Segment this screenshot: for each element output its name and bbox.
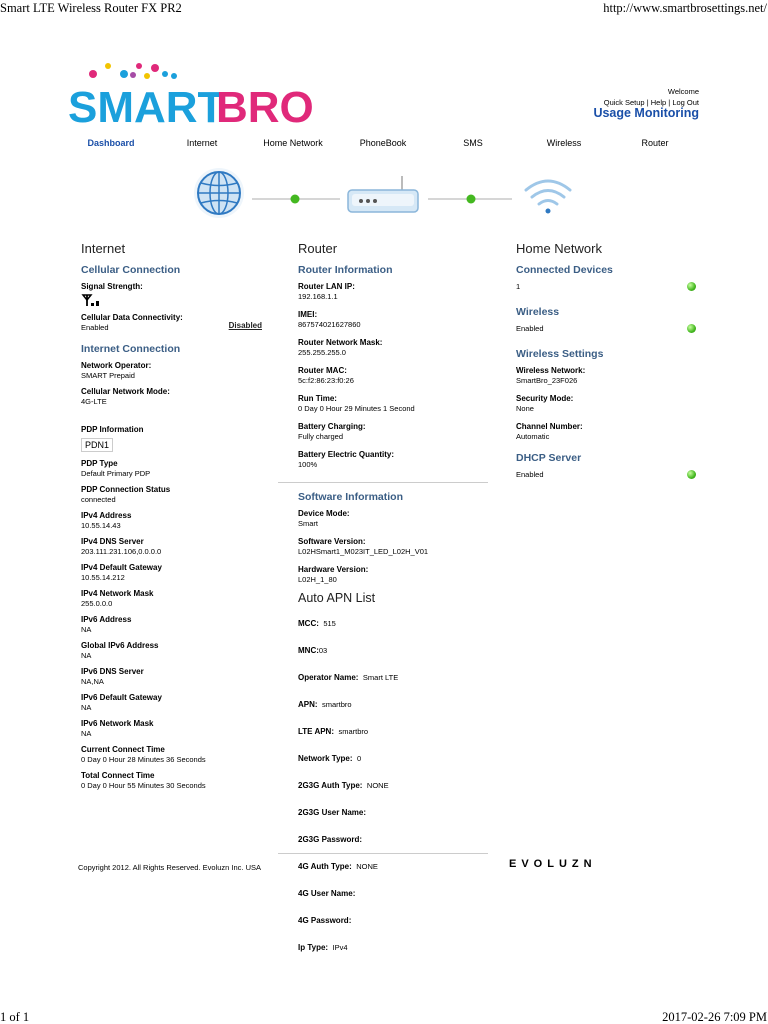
wireless-network-field — [516, 366, 700, 386]
router-mac-field — [298, 366, 490, 386]
nav-home-network[interactable]: Home Network — [263, 138, 323, 148]
dhcp-server-value: Enabled — [516, 470, 544, 479]
field-label: LTE APN: — [298, 727, 334, 736]
field-label: 2G3G Password: — [298, 835, 363, 844]
field-label: Network Type: — [298, 754, 353, 763]
field-label: Cellular Network Mode: — [81, 387, 170, 396]
ipv4-gateway-field — [81, 563, 266, 583]
internet-connection-title: Internet Connection — [81, 343, 181, 355]
total-connect-time-field — [81, 771, 266, 791]
mnc-field — [298, 640, 490, 658]
lte-apn-field — [298, 721, 490, 739]
connection-diagram — [190, 168, 580, 230]
field-value: smartbro — [322, 700, 352, 709]
ipv4-address-field — [81, 511, 266, 531]
copyright-text: Copyright 2012. All Rights Reserved. Evoluzn Inc. USA — [78, 863, 262, 872]
field-value: Default Primary PDP — [81, 469, 151, 478]
field-label: Global IPv6 Address — [81, 641, 159, 650]
field-label: IPv6 DNS Server — [81, 667, 144, 676]
field-value: 515 — [323, 619, 336, 628]
connected-devices-value: 1 — [516, 282, 521, 291]
pdp-field-list — [81, 459, 266, 791]
field-label: Router MAC: — [298, 366, 347, 375]
data-connectivity-label: Cellular Data Connectivity: — [81, 313, 183, 322]
field-label: Wireless Network: — [516, 366, 586, 375]
internet-column — [81, 241, 266, 797]
field-label: IPv6 Default Gateway — [81, 693, 162, 702]
field-value: 0 Day 0 Hour 29 Minutes 1 Second — [298, 404, 415, 413]
status-dot-icon — [687, 324, 696, 333]
print-url: http://www.smartbrosettings.net/ — [603, 1, 767, 15]
signal-strength-field — [81, 282, 266, 307]
field-label: Channel Number: — [516, 422, 583, 431]
field-label: Network Operator: — [81, 361, 152, 370]
data-connectivity-value: Enabled — [81, 323, 109, 332]
field-label: 4G Password: — [298, 916, 352, 925]
field-value: 255.255.255.0 — [298, 348, 346, 357]
dhcp-server-title: DHCP Server — [516, 452, 582, 464]
field-value: SMART Prepaid — [81, 371, 135, 380]
field-label: IPv4 Network Mask — [81, 589, 154, 598]
current-connect-time-field — [81, 745, 266, 765]
network-type-field — [298, 748, 490, 766]
status-dot-icon — [687, 470, 696, 479]
field-label: 4G Auth Type: — [298, 862, 352, 871]
software-version-field — [298, 537, 490, 557]
field-label: Total Connect Time — [81, 771, 155, 780]
status-dot-icon — [467, 195, 476, 204]
cellular-connection-title: Cellular Connection — [81, 264, 181, 276]
field-label: IPv6 Address — [81, 615, 132, 624]
field-value: NA,NA — [81, 677, 104, 686]
4g-user-name-field — [298, 883, 490, 901]
print-page-number: 1 of 1 — [0, 1010, 30, 1024]
software-information-title: Software Information — [298, 491, 404, 503]
wifi-icon — [526, 181, 570, 214]
field-value: SmartBro_23F026 — [516, 376, 578, 385]
field-value: 0 Day 0 Hour 55 Minutes 30 Seconds — [81, 781, 206, 790]
field-value: Automatic — [516, 432, 550, 441]
nav-wireless[interactable]: Wireless — [546, 138, 582, 148]
dhcp-server-field — [516, 470, 700, 480]
field-label: Battery Electric Quantity: — [298, 450, 395, 459]
home-network-title: Home Network — [516, 241, 602, 256]
section-divider — [278, 853, 488, 854]
router-lan-ip-field — [298, 282, 490, 302]
field-label: Run Time: — [298, 394, 337, 403]
field-value: NONE — [356, 862, 378, 871]
status-dot-icon — [687, 282, 696, 291]
field-value: 255.0.0.0 — [81, 599, 113, 608]
wireless-status-field — [516, 324, 700, 334]
top-links — [604, 86, 699, 108]
pdp-status-field — [81, 485, 266, 505]
smartbro-logo — [68, 62, 312, 128]
device-mode-field — [298, 509, 490, 529]
apn-field — [298, 694, 490, 712]
2g3g-user-name-field — [298, 802, 490, 820]
security-mode-field — [516, 394, 700, 414]
print-header — [0, 1, 768, 17]
field-label: MNC: — [298, 646, 319, 655]
field-label: PDP Connection Status — [81, 485, 171, 494]
field-label: 4G User Name: — [298, 889, 356, 898]
data-connectivity-toggle[interactable]: Disabled — [228, 321, 262, 330]
pdp-type-field — [81, 459, 266, 479]
field-label: Router LAN IP: — [298, 282, 355, 291]
ipv6-dns-field — [81, 667, 266, 687]
field-label: Device Mode: — [298, 509, 350, 518]
wireless-settings-title: Wireless Settings — [516, 348, 604, 360]
nav-sms[interactable]: SMS — [463, 138, 483, 148]
pdp-select[interactable]: PDN1 — [81, 438, 113, 452]
field-value: L02HSmart1_M023IT_LED_L02H_V01 — [298, 547, 429, 556]
router-mask-field — [298, 338, 490, 358]
home-network-column — [516, 241, 700, 486]
wireless-title: Wireless — [516, 306, 560, 318]
router-column — [298, 241, 490, 964]
field-label: IMEI: — [298, 310, 318, 319]
field-value: 5c:f2:86:23:f0:26 — [298, 376, 354, 385]
field-value: 0 — [356, 754, 362, 763]
2g3g-password-field — [298, 829, 490, 847]
field-value: IPv4 — [332, 943, 348, 952]
field-label: IPv4 Default Gateway — [81, 563, 162, 572]
field-value: smartbro — [338, 727, 369, 736]
nav-phonebook[interactable]: PhoneBook — [359, 138, 407, 148]
imei-field — [298, 310, 490, 330]
run-time-field — [298, 394, 490, 414]
logo-text-bro: BRO — [216, 83, 312, 128]
field-label: APN: — [298, 700, 318, 709]
operator-name-field — [298, 667, 490, 685]
wireless-status-value: Enabled — [516, 324, 544, 333]
field-value: NA — [81, 729, 92, 738]
ipv6-mask-field — [81, 719, 266, 739]
help-link[interactable]: Help — [650, 98, 667, 107]
router-information-title: Router Information — [298, 264, 393, 276]
field-value: L02H_1_80 — [298, 575, 337, 584]
internet-title: Internet — [81, 241, 126, 256]
field-value: 0 Day 0 Hour 28 Minutes 36 Seconds — [81, 755, 206, 764]
link-separator: | — [646, 98, 649, 107]
field-label: Software Version: — [298, 537, 366, 546]
field-value: 203.111.231.106,0.0.0.0 — [81, 547, 162, 556]
mcc-field — [298, 613, 490, 631]
hardware-version-field — [298, 565, 490, 585]
field-value: NONE — [366, 781, 389, 790]
field-value: Smart LTE — [362, 673, 399, 682]
logout-link[interactable]: Log Out — [672, 98, 699, 107]
field-value: 867574021627860 — [298, 320, 361, 329]
router-title: Router — [298, 241, 338, 256]
evoluzn-brand: EVOLUZN — [509, 858, 597, 870]
field-label: Battery Charging: — [298, 422, 366, 431]
field-label: Security Mode: — [516, 394, 574, 403]
field-label: 2G3G User Name: — [298, 808, 367, 817]
network-mode-field — [81, 387, 266, 407]
field-label: Operator Name: — [298, 673, 359, 682]
field-value: connected — [81, 495, 116, 504]
ipv6-gateway-field — [81, 693, 266, 713]
field-label: IPv6 Network Mask — [81, 719, 154, 728]
auto-apn-title: Auto APN List — [298, 591, 376, 605]
main-nav — [0, 138, 768, 152]
channel-number-field — [516, 422, 700, 442]
network-operator-field — [81, 361, 266, 381]
field-value: NA — [81, 703, 92, 712]
field-value: 192.168.1.1 — [298, 292, 338, 301]
connected-devices-title: Connected Devices — [516, 264, 613, 276]
print-datetime: 2017-02-26 7:09 PM — [662, 1010, 767, 1024]
4g-auth-type-field — [298, 856, 490, 874]
data-connectivity-field — [81, 313, 266, 333]
nav-internet[interactable]: Internet — [186, 138, 218, 148]
field-value: 03 — [318, 646, 328, 655]
field-label: PDP Type — [81, 459, 118, 468]
quick-setup-link[interactable]: Quick Setup — [603, 98, 645, 107]
ipv6-address-field — [81, 615, 266, 635]
status-dot-icon — [291, 195, 300, 204]
field-label: IPv4 Address — [81, 511, 132, 520]
section-divider — [278, 482, 488, 483]
signal-strength-icon — [81, 293, 103, 307]
signal-strength-label: Signal Strength: — [81, 282, 143, 291]
link-separator: | — [668, 98, 671, 107]
nav-router[interactable]: Router — [641, 138, 669, 148]
battery-charging-field — [298, 422, 490, 442]
field-label: Ip Type: — [298, 943, 329, 952]
field-value: 10.55.14.212 — [81, 573, 125, 582]
print-title: Smart LTE Wireless Router FX PR2 — [0, 1, 182, 15]
field-value: NA — [81, 651, 92, 660]
nav-dashboard[interactable]: Dashboard — [87, 138, 135, 148]
field-value: Smart — [298, 519, 319, 528]
ip-type-field — [298, 937, 490, 955]
field-value: 100% — [298, 460, 318, 469]
welcome-text: Welcome — [667, 87, 699, 96]
field-label: IPv4 DNS Server — [81, 537, 144, 546]
field-value: NA — [81, 625, 92, 634]
pdp-info-label: PDP Information — [81, 425, 144, 434]
logo-text-smart: SMART — [68, 83, 225, 128]
connected-devices-field — [516, 282, 700, 292]
field-label: Current Connect Time — [81, 745, 165, 754]
ipv4-mask-field — [81, 589, 266, 609]
field-value: None — [516, 404, 534, 413]
router-icon — [348, 176, 418, 212]
field-label: Hardware Version: — [298, 565, 369, 574]
4g-password-field — [298, 910, 490, 928]
field-label: 2G3G Auth Type: — [298, 781, 363, 790]
field-value: 4G-LTE — [81, 397, 107, 406]
ipv4-dns-field — [81, 537, 266, 557]
usage-monitoring-link[interactable]: Usage Monitoring — [593, 106, 699, 120]
field-label: MCC: — [298, 619, 319, 628]
global-ipv6-field — [81, 641, 266, 661]
field-label: Router Network Mask: — [298, 338, 383, 347]
globe-icon — [194, 168, 244, 218]
field-value: 10.55.14.43 — [81, 521, 121, 530]
pdp-info-field — [81, 425, 266, 453]
2g3g-auth-type-field — [298, 775, 490, 793]
field-value: Fully charged — [298, 432, 344, 441]
battery-quantity-field — [298, 450, 490, 470]
